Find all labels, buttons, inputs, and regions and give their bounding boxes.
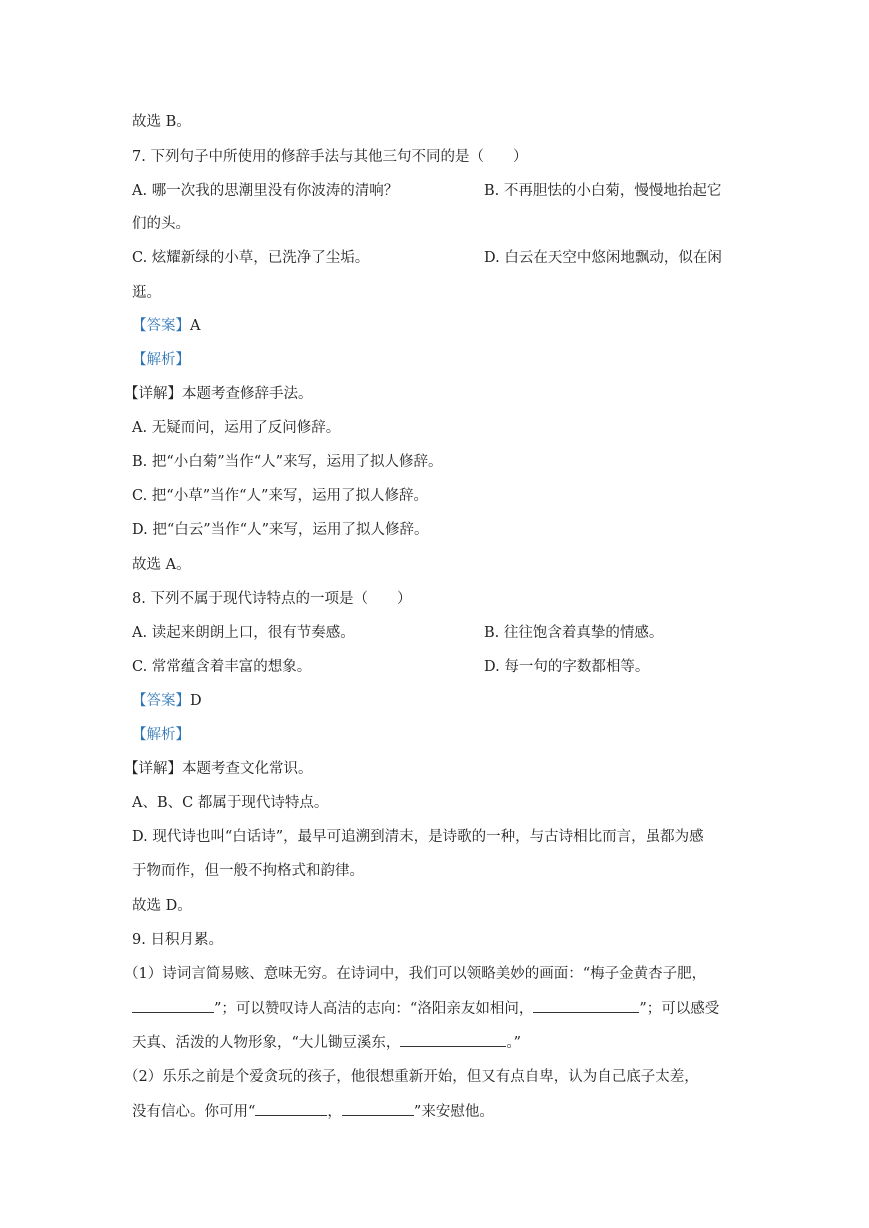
fill-blank-4[interactable] — [255, 1101, 327, 1116]
q7-option-b-cont: 们的头。 — [132, 216, 190, 232]
q9-stem: 9. 日积月累。 — [132, 932, 223, 948]
q9-text: ”；可以感受 — [639, 1001, 720, 1017]
q7-answer — [132, 316, 200, 336]
q9-part1-line3 — [132, 1032, 521, 1053]
q9-text: 。” — [506, 1035, 522, 1051]
q9-text: ， — [327, 1104, 342, 1120]
fill-blank-1[interactable] — [132, 998, 214, 1013]
answer-value: A — [190, 318, 201, 334]
q9-text: 没有信心。你可用“ — [132, 1104, 256, 1120]
q7-detail-c: C. 把“小草”当作“人”来写，运用了拟人修辞。 — [132, 488, 428, 504]
q8-option-d: D. 每一句的字数都相等。 — [484, 659, 650, 675]
q8-analysis-tag: 【解析】 — [132, 727, 190, 743]
answer-tag: 【答案】 — [132, 693, 190, 709]
q9-text: ”来安慰他。 — [413, 1104, 494, 1120]
q9-text: 天真、活泼的人物形象，“大儿锄豆溪东， — [132, 1035, 401, 1051]
q9-part1-line2 — [132, 998, 719, 1019]
q7-detail-b: B. 把“小白菊”当作“人”来写，运用了拟人修辞。 — [132, 454, 443, 470]
q7-stem: 7. 下列句子中所使用的修辞手法与其他三句不同的是（ ） — [132, 149, 528, 165]
fill-blank-2[interactable] — [533, 998, 639, 1013]
q9-text: ”；可以赞叹诗人高洁的志向：“洛阳亲友如相问， — [214, 1001, 534, 1017]
fill-blank-3[interactable] — [400, 1032, 506, 1047]
q8-detail: 【详解】本题考查文化常识。 — [124, 761, 313, 777]
fill-blank-5[interactable] — [342, 1101, 414, 1116]
q8-option-a: A. 读起来朗朗上口，很有节奏感。 — [132, 625, 355, 641]
q7-detail-d: D. 把“白云”当作“人”来写，运用了拟人修辞。 — [132, 522, 429, 538]
q7-analysis-tag: 【解析】 — [132, 352, 190, 368]
q7-conclusion: 故选 A。 — [132, 557, 191, 573]
q7-option-d-cont: 逛。 — [132, 285, 161, 301]
q8-detail-abc: A、B、C 都属于现代诗特点。 — [132, 795, 329, 811]
q6-conclusion: 故选 B。 — [132, 114, 191, 130]
q8-conclusion: 故选 D。 — [132, 898, 192, 914]
q8-detail-d: D. 现代诗也叫“白话诗”，最早可追溯到清末，是诗歌的一种，与古诗相比而言，虽都为感 — [132, 829, 704, 845]
q7-option-b: B. 不再胆怯的小白菊，慢慢地抬起它 — [484, 183, 722, 199]
q8-option-b: B. 往往饱含着真挚的情感。 — [484, 625, 664, 641]
q8-option-c: C. 常常蕴含着丰富的想象。 — [132, 659, 312, 675]
q9-part1-line1: （1）诗词言简易赅、意味无穷。在诗词中，我们可以领略美妙的画面：“梅子金黄杏子肥， — [124, 966, 707, 982]
answer-tag: 【答案】 — [132, 318, 190, 334]
answer-value: D — [190, 693, 202, 709]
q8-stem: 8. 下列不属于现代诗特点的一项是（ ） — [132, 591, 412, 607]
q9-part2-line2 — [132, 1101, 494, 1122]
q7-detail-a: A. 无疑而问，运用了反问修辞。 — [132, 420, 341, 436]
q9-part2-line1: （2）乐乐之前是个爱贪玩的孩子，他很想重新开始，但又有点自卑，认为自己底子太差， — [124, 1069, 699, 1085]
q7-option-a: A. 哪一次我的思潮里没有你波涛的清响？ — [132, 183, 399, 199]
q8-detail-d-cont: 于物而作，但一般不拘格式和韵律。 — [132, 863, 364, 879]
q7-detail: 【详解】本题考查修辞手法。 — [124, 386, 313, 402]
q8-answer — [132, 691, 202, 711]
q7-option-c: C. 炫耀新绿的小草，已洗净了尘垢。 — [132, 250, 370, 266]
q7-option-d: D. 白云在天空中悠闲地飘动，似在闲 — [484, 250, 722, 266]
